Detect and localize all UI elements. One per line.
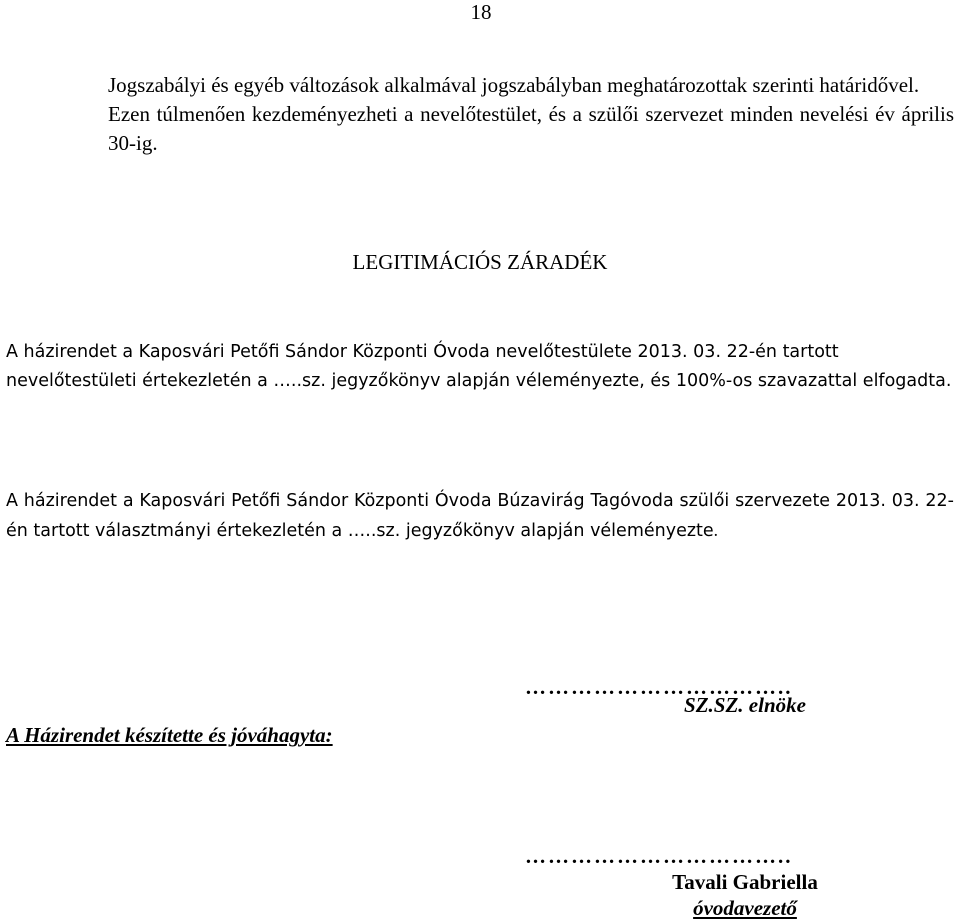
legitimation-paragraph-staff: A házirendet a Kaposvári Petőfi Sándor Központi Óvoda nevelőtestülete 2013. 03. 22-én tartott nevelőtestületi értekezletén a …..sz. jegyzőkönyv alapján véleményezte, és 100%-os szavazattal elfogadta. (6, 342, 952, 391)
intro-line-2: Ezen túlmenően kezdeményezheti a nevelőtestület, és a szülői szervezet minden nevelési év április 30-ig. (108, 102, 954, 155)
page-number: 18 (470, 0, 492, 24)
legitimation-paragraph-parents (6, 487, 954, 546)
approved-by-label: A Házirendet készítette és jóváhagyta: (6, 723, 333, 747)
signature-line-ssz: …………………………….. (525, 675, 793, 699)
signature-line-director: …………………………….. (525, 844, 793, 868)
director-role: óvodavezető (693, 896, 797, 920)
legitimation-paragraph-parents-end: . (713, 520, 719, 540)
intro-block (108, 71, 954, 158)
legitimation-paragraph-parents-text: A házirendet a Kaposvári Petőfi Sándor Központi Óvoda Búzavirág Tagóvoda szülői szervezete 2013. 03. 22-én tartott választmányi értekezletén a …..sz. jegyzőkönyv alapján véleményezte (6, 491, 954, 541)
intro-line-1: Jogszabályi és egyéb változások alkalmával jogszabályban meghatározottak szerinti határidővel. (108, 73, 920, 97)
ssz-chair-title: SZ.SZ. elnöke (684, 693, 806, 717)
section-title: LEGITIMÁCIÓS ZÁRADÉK (352, 250, 608, 274)
director-name: Tavali Gabriella (672, 870, 818, 894)
